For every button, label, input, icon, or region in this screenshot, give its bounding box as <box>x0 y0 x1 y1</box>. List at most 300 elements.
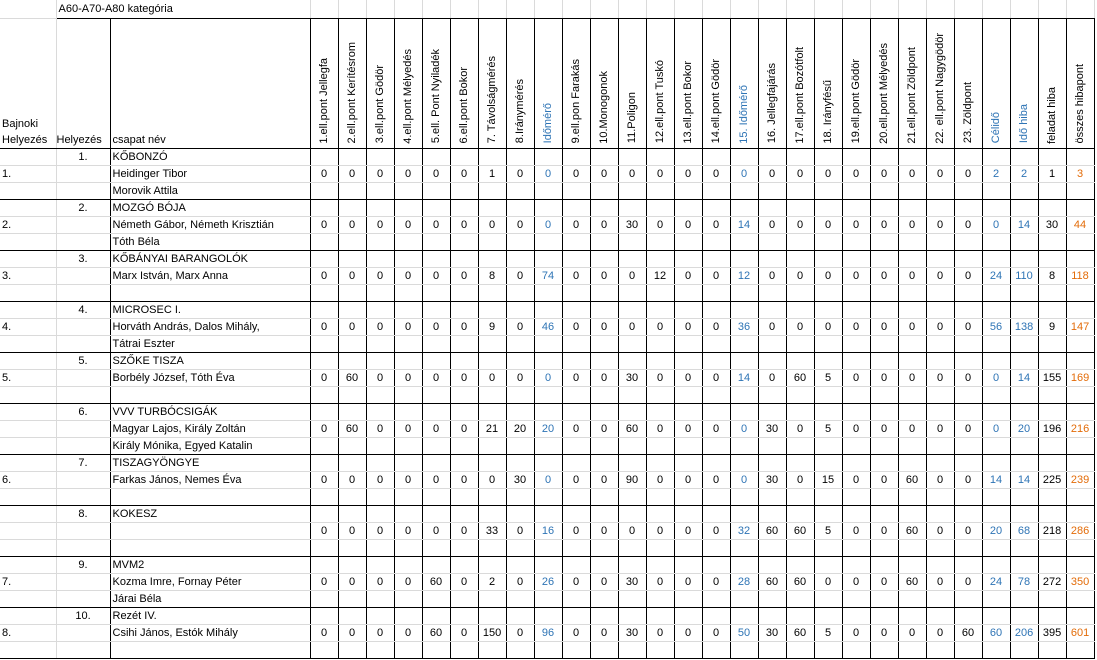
score-cell[interactable] <box>422 403 450 420</box>
score-cell[interactable] <box>590 539 618 556</box>
score-cell[interactable] <box>786 284 814 301</box>
score-cell[interactable]: 0 <box>534 216 562 233</box>
score-cell[interactable]: 0 <box>898 624 926 641</box>
score-cell[interactable] <box>450 539 478 556</box>
team-members[interactable] <box>110 539 310 556</box>
score-cell[interactable]: 0 <box>702 267 730 284</box>
score-cell[interactable]: 0 <box>450 420 478 437</box>
score-cell[interactable] <box>842 607 870 624</box>
score-cell[interactable]: 0 <box>310 624 338 641</box>
score-cell[interactable] <box>1038 386 1066 403</box>
score-cell[interactable] <box>730 335 758 352</box>
score-cell[interactable]: 0 <box>338 318 366 335</box>
header-column[interactable] <box>1010 18 1038 148</box>
score-cell[interactable]: 0 <box>898 165 926 182</box>
score-cell[interactable] <box>366 539 394 556</box>
score-cell[interactable]: 0 <box>954 267 982 284</box>
score-cell[interactable]: 0 <box>674 573 702 590</box>
bajnoki-helyezes-cell[interactable] <box>0 488 56 505</box>
score-cell[interactable]: 0 <box>982 216 1010 233</box>
score-cell[interactable] <box>870 403 898 420</box>
score-cell[interactable]: 0 <box>926 369 954 386</box>
score-cell[interactable] <box>1066 284 1094 301</box>
header-column[interactable] <box>422 18 450 148</box>
score-cell[interactable] <box>534 607 562 624</box>
score-cell[interactable] <box>926 386 954 403</box>
score-cell[interactable]: 60 <box>982 624 1010 641</box>
header-column[interactable] <box>1066 18 1094 148</box>
score-cell[interactable]: 0 <box>758 369 786 386</box>
score-cell[interactable] <box>562 437 590 454</box>
empty-cell[interactable] <box>814 0 842 18</box>
score-cell[interactable] <box>646 352 674 369</box>
score-cell[interactable] <box>814 233 842 250</box>
score-cell[interactable]: 14 <box>1010 471 1038 488</box>
score-cell[interactable]: 0 <box>842 165 870 182</box>
score-cell[interactable]: 0 <box>478 216 506 233</box>
score-cell[interactable] <box>618 301 646 318</box>
score-cell[interactable]: 0 <box>366 420 394 437</box>
score-cell[interactable] <box>450 335 478 352</box>
score-cell[interactable] <box>450 437 478 454</box>
score-cell[interactable]: 1 <box>1038 165 1066 182</box>
score-cell[interactable] <box>954 352 982 369</box>
score-cell[interactable] <box>982 284 1010 301</box>
score-cell[interactable]: 350 <box>1066 573 1094 590</box>
score-cell[interactable]: 8 <box>478 267 506 284</box>
score-cell[interactable]: 0 <box>534 165 562 182</box>
score-cell[interactable] <box>590 454 618 471</box>
score-cell[interactable] <box>1010 556 1038 573</box>
score-cell[interactable] <box>478 454 506 471</box>
score-cell[interactable] <box>618 199 646 216</box>
bajnoki-helyezes-cell[interactable] <box>0 199 56 216</box>
score-cell[interactable] <box>1066 335 1094 352</box>
score-cell[interactable]: 0 <box>394 267 422 284</box>
score-cell[interactable]: 0 <box>450 165 478 182</box>
score-cell[interactable] <box>814 539 842 556</box>
score-cell[interactable]: 0 <box>422 471 450 488</box>
empty-cell[interactable] <box>926 0 954 18</box>
score-cell[interactable] <box>926 437 954 454</box>
empty-cell[interactable] <box>674 0 702 18</box>
score-cell[interactable] <box>730 488 758 505</box>
score-cell[interactable] <box>338 454 366 471</box>
score-cell[interactable]: 60 <box>422 573 450 590</box>
score-cell[interactable] <box>618 556 646 573</box>
score-cell[interactable] <box>786 488 814 505</box>
score-cell[interactable] <box>590 352 618 369</box>
score-cell[interactable] <box>702 233 730 250</box>
score-cell[interactable]: 60 <box>898 573 926 590</box>
team-members[interactable]: Marx István, Marx Anna <box>110 267 310 284</box>
score-cell[interactable] <box>674 335 702 352</box>
score-cell[interactable] <box>1038 488 1066 505</box>
score-cell[interactable]: 0 <box>422 165 450 182</box>
score-cell[interactable]: 0 <box>926 522 954 539</box>
score-cell[interactable]: 216 <box>1066 420 1094 437</box>
score-cell[interactable]: 0 <box>954 573 982 590</box>
score-cell[interactable]: 0 <box>870 369 898 386</box>
score-cell[interactable] <box>422 335 450 352</box>
score-cell[interactable] <box>1066 607 1094 624</box>
score-cell[interactable] <box>758 505 786 522</box>
score-cell[interactable] <box>758 301 786 318</box>
score-cell[interactable] <box>786 539 814 556</box>
score-cell[interactable] <box>310 488 338 505</box>
score-cell[interactable]: 0 <box>310 267 338 284</box>
score-cell[interactable] <box>1038 335 1066 352</box>
score-cell[interactable] <box>786 607 814 624</box>
empty-cell[interactable] <box>0 0 56 18</box>
score-cell[interactable]: 78 <box>1010 573 1038 590</box>
score-cell[interactable] <box>926 556 954 573</box>
score-cell[interactable] <box>758 556 786 573</box>
team-members[interactable]: Járai Béla <box>110 590 310 607</box>
score-cell[interactable] <box>310 335 338 352</box>
score-cell[interactable]: 0 <box>870 624 898 641</box>
score-cell[interactable]: 0 <box>422 318 450 335</box>
empty-cell[interactable] <box>954 0 982 18</box>
bajnoki-helyezes-cell[interactable] <box>0 284 56 301</box>
score-cell[interactable] <box>422 284 450 301</box>
score-cell[interactable] <box>394 386 422 403</box>
score-cell[interactable] <box>366 250 394 267</box>
score-cell[interactable] <box>618 182 646 199</box>
score-cell[interactable]: 0 <box>394 471 422 488</box>
score-cell[interactable] <box>478 352 506 369</box>
score-cell[interactable]: 0 <box>562 216 590 233</box>
score-cell[interactable] <box>534 182 562 199</box>
score-cell[interactable] <box>506 454 534 471</box>
score-cell[interactable]: 0 <box>366 165 394 182</box>
score-cell[interactable]: 0 <box>870 471 898 488</box>
score-cell[interactable] <box>870 284 898 301</box>
score-cell[interactable]: 60 <box>898 522 926 539</box>
score-cell[interactable]: 28 <box>730 573 758 590</box>
team-members[interactable]: Németh Gábor, Németh Krisztián <box>110 216 310 233</box>
score-cell[interactable] <box>786 386 814 403</box>
score-cell[interactable] <box>506 233 534 250</box>
score-cell[interactable]: 0 <box>674 624 702 641</box>
bajnoki-helyezes-cell[interactable]: 6. <box>0 471 56 488</box>
score-cell[interactable] <box>1038 182 1066 199</box>
score-cell[interactable] <box>646 539 674 556</box>
score-cell[interactable] <box>534 488 562 505</box>
helyezes-cell[interactable]: 1. <box>56 148 110 165</box>
header-column[interactable] <box>310 18 338 148</box>
score-cell[interactable] <box>562 488 590 505</box>
score-cell[interactable]: 0 <box>310 318 338 335</box>
score-cell[interactable]: 0 <box>758 318 786 335</box>
score-cell[interactable] <box>702 386 730 403</box>
score-cell[interactable]: 0 <box>562 471 590 488</box>
score-cell[interactable] <box>842 182 870 199</box>
score-cell[interactable]: 0 <box>310 369 338 386</box>
score-cell[interactable] <box>1010 352 1038 369</box>
score-cell[interactable] <box>842 352 870 369</box>
team-name[interactable]: MICROSEC I. <box>110 301 310 318</box>
score-cell[interactable] <box>898 607 926 624</box>
score-cell[interactable]: 20 <box>982 522 1010 539</box>
score-cell[interactable]: 0 <box>478 369 506 386</box>
score-cell[interactable]: 0 <box>814 267 842 284</box>
score-cell[interactable] <box>730 607 758 624</box>
score-cell[interactable]: 0 <box>926 267 954 284</box>
score-cell[interactable] <box>730 641 758 658</box>
score-cell[interactable] <box>1010 403 1038 420</box>
score-cell[interactable] <box>814 182 842 199</box>
score-cell[interactable] <box>954 590 982 607</box>
score-cell[interactable] <box>394 301 422 318</box>
score-cell[interactable]: 14 <box>1010 216 1038 233</box>
score-cell[interactable] <box>366 505 394 522</box>
score-cell[interactable] <box>478 182 506 199</box>
score-cell[interactable] <box>422 233 450 250</box>
score-cell[interactable] <box>814 607 842 624</box>
score-cell[interactable] <box>422 607 450 624</box>
empty-cell[interactable] <box>1066 0 1094 18</box>
score-cell[interactable] <box>338 539 366 556</box>
score-cell[interactable]: 110 <box>1010 267 1038 284</box>
score-cell[interactable] <box>506 301 534 318</box>
empty-cell[interactable] <box>338 0 366 18</box>
score-cell[interactable]: 5 <box>814 369 842 386</box>
score-cell[interactable] <box>758 284 786 301</box>
team-name[interactable]: TISZAGYÖNGYE <box>110 454 310 471</box>
score-cell[interactable] <box>814 556 842 573</box>
score-cell[interactable] <box>898 505 926 522</box>
score-cell[interactable] <box>394 437 422 454</box>
score-cell[interactable] <box>926 284 954 301</box>
header-column[interactable] <box>786 18 814 148</box>
score-cell[interactable] <box>450 641 478 658</box>
helyezes-cell[interactable] <box>56 335 110 352</box>
helyezes-cell[interactable] <box>56 369 110 386</box>
bajnoki-helyezes-cell[interactable] <box>0 437 56 454</box>
score-cell[interactable] <box>310 505 338 522</box>
score-cell[interactable] <box>646 454 674 471</box>
score-cell[interactable]: 0 <box>674 267 702 284</box>
score-cell[interactable] <box>814 403 842 420</box>
score-cell[interactable] <box>870 250 898 267</box>
team-name[interactable]: Rezét IV. <box>110 607 310 624</box>
helyezes-cell[interactable]: 10. <box>56 607 110 624</box>
score-cell[interactable] <box>394 250 422 267</box>
score-cell[interactable] <box>338 437 366 454</box>
score-cell[interactable] <box>1010 301 1038 318</box>
score-cell[interactable] <box>926 505 954 522</box>
score-cell[interactable] <box>534 505 562 522</box>
score-cell[interactable] <box>310 590 338 607</box>
score-cell[interactable] <box>786 182 814 199</box>
score-cell[interactable] <box>1010 505 1038 522</box>
score-cell[interactable] <box>450 182 478 199</box>
score-cell[interactable] <box>590 148 618 165</box>
score-cell[interactable] <box>478 437 506 454</box>
score-cell[interactable] <box>1066 539 1094 556</box>
bajnoki-helyezes-cell[interactable] <box>0 148 56 165</box>
score-cell[interactable]: 0 <box>450 471 478 488</box>
score-cell[interactable]: 601 <box>1066 624 1094 641</box>
score-cell[interactable]: 46 <box>534 318 562 335</box>
score-cell[interactable] <box>926 335 954 352</box>
score-cell[interactable] <box>534 539 562 556</box>
score-cell[interactable] <box>898 590 926 607</box>
score-cell[interactable] <box>1038 233 1066 250</box>
score-cell[interactable] <box>590 488 618 505</box>
empty-cell[interactable] <box>506 0 534 18</box>
score-cell[interactable] <box>870 539 898 556</box>
score-cell[interactable] <box>646 148 674 165</box>
score-cell[interactable] <box>1066 403 1094 420</box>
bajnoki-helyezes-cell[interactable] <box>0 641 56 658</box>
score-cell[interactable] <box>842 454 870 471</box>
score-cell[interactable] <box>982 403 1010 420</box>
score-cell[interactable] <box>982 352 1010 369</box>
score-cell[interactable]: 0 <box>758 216 786 233</box>
score-cell[interactable] <box>730 352 758 369</box>
score-cell[interactable]: 24 <box>982 573 1010 590</box>
score-cell[interactable]: 0 <box>618 318 646 335</box>
score-cell[interactable] <box>842 284 870 301</box>
score-cell[interactable]: 96 <box>534 624 562 641</box>
score-cell[interactable] <box>786 590 814 607</box>
score-cell[interactable] <box>478 488 506 505</box>
score-cell[interactable] <box>534 386 562 403</box>
score-cell[interactable] <box>814 148 842 165</box>
score-cell[interactable] <box>646 437 674 454</box>
score-cell[interactable]: 0 <box>506 522 534 539</box>
score-cell[interactable] <box>758 437 786 454</box>
bajnoki-helyezes-cell[interactable] <box>0 403 56 420</box>
score-cell[interactable] <box>422 386 450 403</box>
score-cell[interactable]: 8 <box>1038 267 1066 284</box>
score-cell[interactable]: 0 <box>562 267 590 284</box>
score-cell[interactable]: 0 <box>758 165 786 182</box>
score-cell[interactable] <box>338 335 366 352</box>
score-cell[interactable] <box>814 352 842 369</box>
score-cell[interactable]: 12 <box>646 267 674 284</box>
score-cell[interactable]: 0 <box>730 471 758 488</box>
score-cell[interactable] <box>730 148 758 165</box>
score-cell[interactable] <box>506 182 534 199</box>
score-cell[interactable] <box>758 182 786 199</box>
helyezes-cell[interactable] <box>56 522 110 539</box>
score-cell[interactable]: 0 <box>674 165 702 182</box>
score-cell[interactable]: 0 <box>842 420 870 437</box>
score-cell[interactable] <box>814 590 842 607</box>
score-cell[interactable] <box>394 148 422 165</box>
score-cell[interactable]: 60 <box>758 522 786 539</box>
score-cell[interactable] <box>926 199 954 216</box>
score-cell[interactable] <box>422 454 450 471</box>
score-cell[interactable]: 225 <box>1038 471 1066 488</box>
score-cell[interactable] <box>366 335 394 352</box>
score-cell[interactable]: 0 <box>450 522 478 539</box>
score-cell[interactable] <box>842 556 870 573</box>
score-cell[interactable]: 0 <box>366 573 394 590</box>
score-cell[interactable] <box>702 488 730 505</box>
helyezes-cell[interactable] <box>56 471 110 488</box>
score-cell[interactable] <box>982 641 1010 658</box>
score-cell[interactable]: 0 <box>814 165 842 182</box>
score-cell[interactable] <box>366 284 394 301</box>
score-cell[interactable] <box>590 386 618 403</box>
score-cell[interactable] <box>506 437 534 454</box>
score-cell[interactable]: 0 <box>702 369 730 386</box>
score-cell[interactable] <box>590 403 618 420</box>
score-cell[interactable] <box>898 386 926 403</box>
score-cell[interactable]: 60 <box>338 420 366 437</box>
score-cell[interactable] <box>366 386 394 403</box>
score-cell[interactable]: 0 <box>506 624 534 641</box>
score-cell[interactable] <box>870 437 898 454</box>
score-cell[interactable] <box>730 199 758 216</box>
score-cell[interactable] <box>898 233 926 250</box>
score-cell[interactable] <box>674 556 702 573</box>
score-cell[interactable]: 0 <box>926 624 954 641</box>
score-cell[interactable] <box>982 437 1010 454</box>
score-cell[interactable] <box>338 199 366 216</box>
score-cell[interactable] <box>534 250 562 267</box>
score-cell[interactable] <box>954 284 982 301</box>
score-cell[interactable]: 0 <box>814 216 842 233</box>
score-cell[interactable] <box>646 505 674 522</box>
score-cell[interactable] <box>702 352 730 369</box>
empty-cell[interactable] <box>394 0 422 18</box>
team-members[interactable]: Borbély József, Tóth Éva <box>110 369 310 386</box>
score-cell[interactable] <box>898 182 926 199</box>
score-cell[interactable]: 60 <box>758 573 786 590</box>
score-cell[interactable]: 0 <box>450 624 478 641</box>
score-cell[interactable] <box>506 556 534 573</box>
score-cell[interactable] <box>982 386 1010 403</box>
helyezes-cell[interactable] <box>56 437 110 454</box>
score-cell[interactable] <box>842 148 870 165</box>
score-cell[interactable]: 0 <box>702 522 730 539</box>
empty-cell[interactable] <box>758 0 786 18</box>
score-cell[interactable] <box>702 284 730 301</box>
score-cell[interactable] <box>1066 199 1094 216</box>
score-cell[interactable] <box>422 641 450 658</box>
score-cell[interactable]: 0 <box>450 369 478 386</box>
score-cell[interactable]: 0 <box>534 369 562 386</box>
score-cell[interactable] <box>534 148 562 165</box>
header-column[interactable] <box>842 18 870 148</box>
score-cell[interactable] <box>674 199 702 216</box>
category-title[interactable]: A60-A70-A80 kategória <box>56 0 310 18</box>
helyezes-cell[interactable] <box>56 233 110 250</box>
team-name[interactable]: KŐBÁNYAI BARANGOLÓK <box>110 250 310 267</box>
score-cell[interactable] <box>842 488 870 505</box>
score-cell[interactable] <box>646 556 674 573</box>
header-column[interactable] <box>394 18 422 148</box>
score-cell[interactable]: 0 <box>814 573 842 590</box>
score-cell[interactable] <box>338 386 366 403</box>
score-cell[interactable] <box>758 607 786 624</box>
score-cell[interactable] <box>366 233 394 250</box>
score-cell[interactable] <box>618 437 646 454</box>
score-cell[interactable] <box>394 641 422 658</box>
score-cell[interactable]: 90 <box>618 471 646 488</box>
score-cell[interactable] <box>450 454 478 471</box>
score-cell[interactable] <box>618 590 646 607</box>
score-cell[interactable] <box>842 590 870 607</box>
score-cell[interactable]: 14 <box>730 216 758 233</box>
score-cell[interactable] <box>394 488 422 505</box>
score-cell[interactable] <box>338 488 366 505</box>
